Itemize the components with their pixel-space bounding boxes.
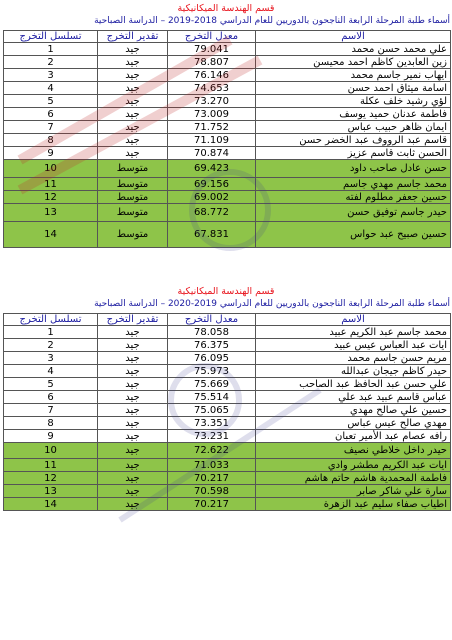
- graduation-grade: جيد: [98, 378, 168, 391]
- graduation-grade: متوسط: [98, 160, 168, 178]
- graduation-average: 75.065: [168, 404, 256, 417]
- table-row: [4, 56, 451, 69]
- graduation-grade: جيد: [98, 147, 168, 160]
- graduation-grade: جيد: [98, 472, 168, 485]
- student-name: فاطمة المحمدية هاشم حاتم هاشم: [256, 472, 451, 485]
- graduation-grade: جيد: [98, 56, 168, 69]
- graduation-grade: جيد: [98, 339, 168, 352]
- graduation-rank: 9: [4, 147, 98, 160]
- graduation-rank: 14: [4, 498, 98, 511]
- graduation-average: 75.514: [168, 391, 256, 404]
- graduation-grade: جيد: [98, 326, 168, 339]
- graduation-average: 70.598: [168, 485, 256, 498]
- graduation-rank: 4: [4, 365, 98, 378]
- student-name: حسين جعفر مطلوم لفته: [256, 191, 451, 204]
- graduation-average: 76.095: [168, 352, 256, 365]
- graduation-rank: 10: [4, 443, 98, 459]
- graduation-grade: متوسط: [98, 222, 168, 248]
- graduation-rank: 12: [4, 191, 98, 204]
- header-name: الاسم: [256, 314, 451, 326]
- graduation-grade: جيد: [98, 391, 168, 404]
- student-name: سارة علي شاكر صابر: [256, 485, 451, 498]
- student-name: محمد جاسم عبد الكريم عبيد: [256, 326, 451, 339]
- graduation-grade: جيد: [98, 498, 168, 511]
- students-table-2: [3, 313, 451, 511]
- table-body-1: [4, 43, 451, 248]
- student-name: عباس قاسم عبيد عبد علي: [256, 391, 451, 404]
- graduation-average: 76.375: [168, 339, 256, 352]
- students-table-1: [3, 30, 451, 248]
- graduation-rank: 13: [4, 204, 98, 222]
- student-name: مهدي صالح عيس عباس: [256, 417, 451, 430]
- table-row: [4, 404, 451, 417]
- graduation-rank: 11: [4, 459, 98, 472]
- graduation-rank: 12: [4, 472, 98, 485]
- graduation-rank: 7: [4, 121, 98, 134]
- student-name: ايمان ظاهر حبيب عباس: [256, 121, 451, 134]
- header-rank: تسلسل التخرج: [4, 314, 98, 326]
- table-row: [4, 191, 451, 204]
- table-row: [4, 378, 451, 391]
- graduation-grade: جيد: [98, 82, 168, 95]
- table-row: [4, 178, 451, 191]
- list-subtitle-2: أسماء طلبة المرحلة الرابعة الناجحون بالدوريين للعام الدراسي 2019-2020 – الدراسة الصباحية: [94, 299, 450, 309]
- graduation-rank: 11: [4, 178, 98, 191]
- graduation-grade: جيد: [98, 69, 168, 82]
- table-row: [4, 472, 451, 485]
- table-body-2: [4, 326, 451, 511]
- header-rank: تسلسل التخرج: [4, 31, 98, 43]
- graduation-grade: جيد: [98, 430, 168, 443]
- graduation-rank: 6: [4, 108, 98, 121]
- graduation-average: 69.156: [168, 178, 256, 191]
- table-row: [4, 43, 451, 56]
- department-title-1: قسم الهندسة الميكانيكية: [177, 3, 275, 14]
- graduation-average: 76.146: [168, 69, 256, 82]
- graduation-grade: جيد: [98, 43, 168, 56]
- student-name: علي محمد حسن محمد: [256, 43, 451, 56]
- graduation-average: 70.217: [168, 472, 256, 485]
- table-row: [4, 95, 451, 108]
- graduation-grade: متوسط: [98, 191, 168, 204]
- student-name: اطياب صفاء سليم عبد الزهرة: [256, 498, 451, 511]
- graduation-rank: 8: [4, 417, 98, 430]
- graduation-average: 75.669: [168, 378, 256, 391]
- student-name: حسن عادل صاحب داود: [256, 160, 451, 178]
- student-name: زين العابدين كاظم احمد محيسن: [256, 56, 451, 69]
- graduation-average: 71.109: [168, 134, 256, 147]
- table-row: [4, 160, 451, 178]
- graduation-rank: 2: [4, 56, 98, 69]
- student-name: حسين علي صالح مهدي: [256, 404, 451, 417]
- student-name: مريم حسن جاسم محمد: [256, 352, 451, 365]
- graduation-average: 74.653: [168, 82, 256, 95]
- table-header-row: [4, 31, 451, 43]
- graduation-average: 70.217: [168, 498, 256, 511]
- student-name: ايهاب نمير جاسم محمد: [256, 69, 451, 82]
- student-name: محمد جاسم مهدي جاسم: [256, 178, 451, 191]
- header-grade: تقدير التخرج: [98, 31, 168, 43]
- graduation-average: 67.831: [168, 222, 256, 248]
- graduation-grade: جيد: [98, 108, 168, 121]
- table-row: [4, 147, 451, 160]
- graduation-rank: 9: [4, 430, 98, 443]
- student-name: حسين صبيح عبد حواس: [256, 222, 451, 248]
- graduation-grade: متوسط: [98, 178, 168, 191]
- table-row: [4, 222, 451, 248]
- table-row: [4, 365, 451, 378]
- graduation-average: 73.009: [168, 108, 256, 121]
- graduation-rank: 3: [4, 69, 98, 82]
- table-row: [4, 121, 451, 134]
- graduation-grade: جيد: [98, 134, 168, 147]
- student-name: فاطمة عدنان حميد يوسف: [256, 108, 451, 121]
- table-row: [4, 339, 451, 352]
- graduation-rank: 3: [4, 352, 98, 365]
- table-row: [4, 459, 451, 472]
- student-name: الحسن ثابت قاسم عزيز: [256, 147, 451, 160]
- graduation-average: 78.807: [168, 56, 256, 69]
- student-name: حيدر داخل خلاطي نصيف: [256, 443, 451, 459]
- graduation-rank: 8: [4, 134, 98, 147]
- department-title-2: قسم الهندسة الميكانيكية: [177, 286, 275, 297]
- graduation-rank: 13: [4, 485, 98, 498]
- table-row: [4, 391, 451, 404]
- graduation-grade: متوسط: [98, 204, 168, 222]
- student-name: لؤي رشيد خلف عكلة: [256, 95, 451, 108]
- table-row: [4, 485, 451, 498]
- header-name: الاسم: [256, 31, 451, 43]
- graduation-rank: 5: [4, 378, 98, 391]
- graduation-average: 71.752: [168, 121, 256, 134]
- table-row: [4, 134, 451, 147]
- graduation-grade: جيد: [98, 365, 168, 378]
- table-row: [4, 326, 451, 339]
- table-row: [4, 417, 451, 430]
- graduation-average: 69.002: [168, 191, 256, 204]
- student-name: ايات عبد العباس عيس عبيد: [256, 339, 451, 352]
- graduation-average: 68.772: [168, 204, 256, 222]
- table-row: [4, 352, 451, 365]
- graduation-grade: جيد: [98, 485, 168, 498]
- student-name: علي حسن عبد الحافظ عبد الصاحب: [256, 378, 451, 391]
- graduation-rank: 6: [4, 391, 98, 404]
- graduation-grade: جيد: [98, 417, 168, 430]
- graduation-rank: 10: [4, 160, 98, 178]
- graduation-grade: جيد: [98, 404, 168, 417]
- table-row: [4, 204, 451, 222]
- graduation-average: 78.058: [168, 326, 256, 339]
- header-average: معدل التخرج: [168, 314, 256, 326]
- graduation-grade: جيد: [98, 443, 168, 459]
- table-row: [4, 498, 451, 511]
- graduation-average: 79.041: [168, 43, 256, 56]
- student-name: ايات عبد الكريم مطشر وادي: [256, 459, 451, 472]
- student-name: اسامة ميثاق احمد حسن: [256, 82, 451, 95]
- graduation-average: 75.973: [168, 365, 256, 378]
- student-name: حيدر جاسم توفيق حسن: [256, 204, 451, 222]
- graduation-average: 69.423: [168, 160, 256, 178]
- graduation-average: 73.270: [168, 95, 256, 108]
- table-row: [4, 430, 451, 443]
- graduation-grade: جيد: [98, 352, 168, 365]
- graduation-rank: 4: [4, 82, 98, 95]
- graduation-average: 70.874: [168, 147, 256, 160]
- graduation-rank: 5: [4, 95, 98, 108]
- student-name: رافه عصام عبد الأمير تعبان: [256, 430, 451, 443]
- graduation-grade: جيد: [98, 459, 168, 472]
- header-grade: تقدير التخرج: [98, 314, 168, 326]
- graduation-rank: 1: [4, 326, 98, 339]
- student-name: قاسم عبد الرووف عبد الخضر حسن: [256, 134, 451, 147]
- student-name: حيدر كاظم جيجان عبدالله: [256, 365, 451, 378]
- graduation-average: 73.231: [168, 430, 256, 443]
- table-row: [4, 69, 451, 82]
- table-row: [4, 108, 451, 121]
- table-row: [4, 82, 451, 95]
- graduation-rank: 14: [4, 222, 98, 248]
- graduation-rank: 2: [4, 339, 98, 352]
- graduation-average: 72.622: [168, 443, 256, 459]
- graduation-rank: 1: [4, 43, 98, 56]
- table-row: [4, 443, 451, 459]
- graduation-average: 73.351: [168, 417, 256, 430]
- header-average: معدل التخرج: [168, 31, 256, 43]
- table-header-row: [4, 314, 451, 326]
- graduation-grade: جيد: [98, 95, 168, 108]
- graduation-average: 71.033: [168, 459, 256, 472]
- graduation-grade: جيد: [98, 121, 168, 134]
- graduation-rank: 7: [4, 404, 98, 417]
- list-subtitle-1: أسماء طلبة المرحلة الرابعة الناجحون بالدوريين للعام الدراسي 2018-2019 – الدراسة الصباحية: [94, 16, 450, 26]
